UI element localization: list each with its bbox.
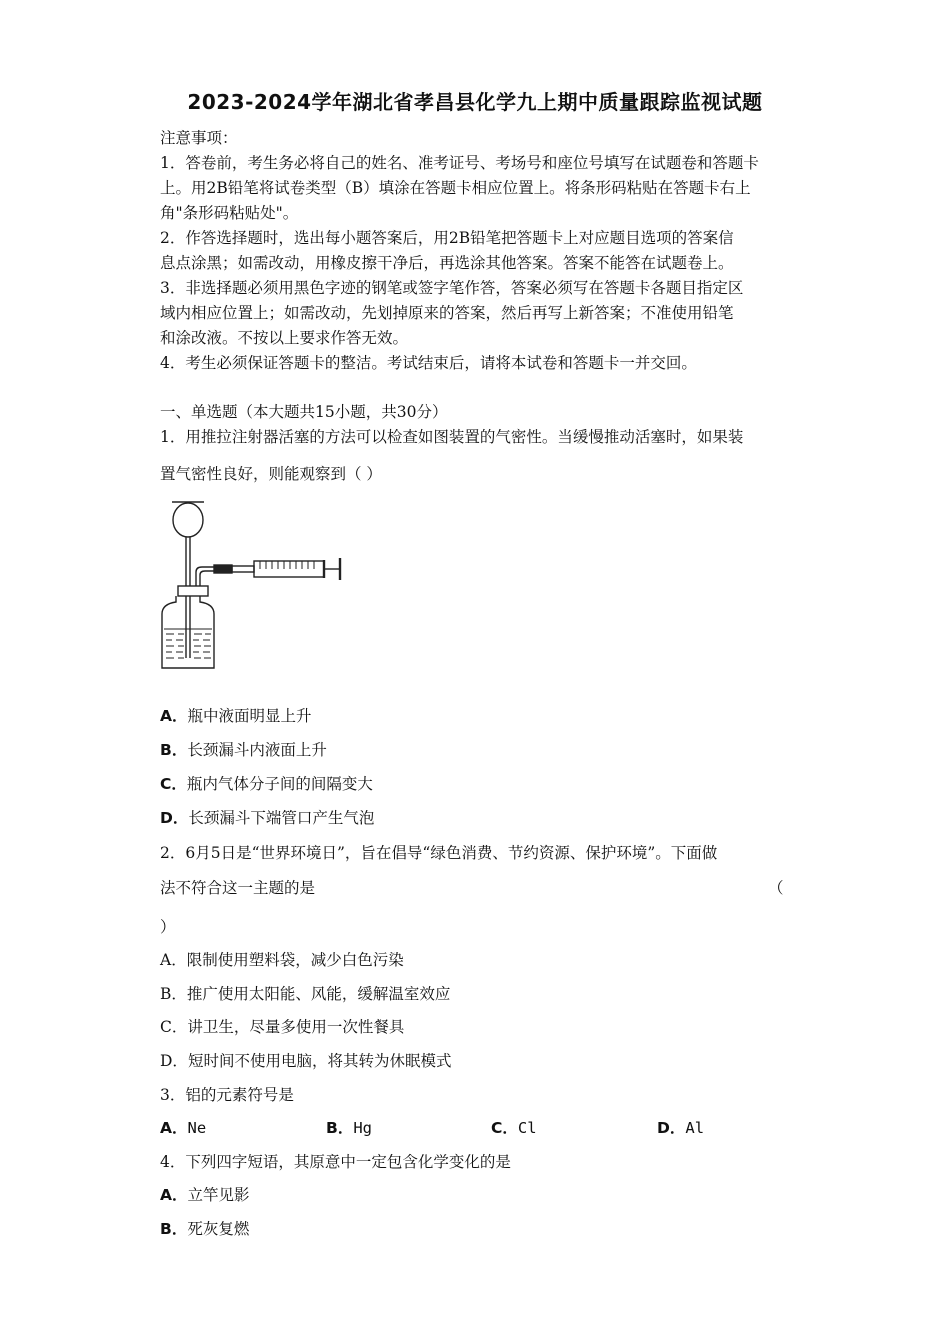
syringe-nozzle: [232, 566, 254, 572]
notice-line: 域内相应位置上；如需改动，先划掉原来的答案，然后再写上新答案；不准使用铅笔: [160, 304, 734, 322]
q1-option-b: [160, 740, 327, 760]
bottle-liquid: [164, 629, 212, 658]
notice-line: 1．答卷前，考生务必将自己的姓名、准考证号、考场号和座位号填写在试题卷和答题卡: [160, 154, 759, 172]
option-text: 短时间不使用电脑，将其转为休眠模式: [187, 1052, 452, 1070]
q3-options-row: [160, 1118, 760, 1140]
option-label: C．: [491, 1119, 518, 1137]
option-text: Cl: [517, 1119, 537, 1137]
option-text: Hg: [353, 1119, 372, 1137]
q1-option-c: [160, 774, 373, 794]
option-text: 限制使用塑料袋，减少白色污染: [186, 951, 404, 969]
option-label: A．: [160, 951, 187, 969]
funnel-bulb: [173, 503, 203, 537]
q1-stem: 置气密性良好，则能观察到（ ）: [160, 465, 382, 483]
notice-line: 4．考生必须保证答题卡的整洁。考试结束后，请将本试卷和答题卡一并交回。: [160, 354, 697, 372]
option-label: D．: [160, 1052, 188, 1070]
option-label: C．: [160, 775, 187, 793]
q2-option-a: [160, 950, 404, 970]
option-text: 推广使用太阳能、风能，缓解温室效应: [186, 985, 451, 1003]
option-label: B．: [160, 985, 187, 1003]
q3-option-c: [491, 1118, 537, 1138]
q3-option-b: [326, 1118, 372, 1138]
option-label: D．: [160, 809, 189, 827]
q4-stem: 4．下列四字短语，其原意中一定包含化学变化的是: [160, 1153, 511, 1171]
q2-stem: 法不符合这一主题的是: [160, 879, 316, 897]
q2-option-c: [160, 1017, 404, 1037]
apparatus-diagram: [158, 498, 348, 674]
tube-connector: [214, 565, 232, 573]
option-text: 瓶内气体分子间的间隔变大: [186, 775, 373, 793]
option-text: 立竿见影: [187, 1186, 250, 1204]
q3-option-d: [657, 1118, 704, 1138]
option-label: B．: [160, 741, 188, 759]
notice-line: 角"条形码粘贴处"。: [160, 204, 299, 222]
notice-line: 2．作答选择题时，选出每小题答案后，用2B铅笔把答题卡上对应题目选项的答案信: [160, 229, 734, 247]
q1-stem: 1．用推拉注射器活塞的方法可以检查如图装置的气密性。当缓慢推动活塞时，如果装: [160, 428, 744, 446]
q2-paren-open: （: [768, 879, 784, 897]
option-text: 长颈漏斗下端管口产生气泡: [188, 809, 375, 827]
q2-option-d: [160, 1051, 451, 1071]
q4-option-a: [160, 1185, 250, 1205]
notice-line: 上。用2B铅笔将试卷类型（B）填涂在答题卡相应位置上。将条形码粘贴在答题卡右上: [160, 179, 751, 197]
notice-line: 和涂改液。不按以上要求作答无效。: [160, 329, 409, 347]
q2-paren-close: ）: [160, 918, 176, 936]
notice-heading: 注意事项：: [160, 129, 238, 147]
q4-option-b: [160, 1219, 249, 1239]
q1-option-a: [160, 706, 312, 726]
option-label: B．: [326, 1119, 354, 1137]
option-text: 瓶中液面明显上升: [187, 707, 312, 725]
page-title: 2023-2024学年湖北省孝昌县化学九上期中质量跟踪监视试题: [187, 90, 763, 114]
notice-line: 息点涂黑；如需改动，用橡皮擦干净后，再选涂其他答案。答案不能答在试题卷上。: [160, 254, 734, 272]
q3-stem: 3．铝的元素符号是: [160, 1086, 294, 1104]
option-label: A．: [160, 1119, 188, 1137]
option-text: Al: [685, 1119, 705, 1137]
bottle-outline: [162, 596, 214, 668]
option-text: Ne: [187, 1119, 207, 1137]
q1-option-d: [160, 808, 374, 828]
option-text: 讲卫生，尽量多使用一次性餐具: [187, 1018, 405, 1036]
q2-option-b: [160, 984, 450, 1004]
section-heading: 一、单选题（本大题共15小题，共30分）: [160, 403, 448, 421]
q3-option-a: [160, 1118, 206, 1138]
option-text: 长颈漏斗内液面上升: [187, 741, 327, 759]
option-label: B．: [160, 1220, 188, 1238]
option-text: 死灰复燃: [187, 1220, 250, 1238]
option-label: A．: [160, 707, 188, 725]
option-label: A．: [160, 1186, 188, 1204]
option-label: C．: [160, 1018, 188, 1036]
option-label: D．: [657, 1119, 686, 1137]
syringe-graduations: [260, 561, 314, 569]
notice-line: 3．非选择题必须用黑色字迹的钢笔或签字笔作答，答案必须写在答题卡各题目指定区: [160, 279, 744, 297]
q2-stem: 2．6月5日是“世界环境日”，旨在倡导“绿色消费、节约资源、保护环境”。下面做: [160, 844, 718, 862]
stopper: [178, 586, 208, 596]
